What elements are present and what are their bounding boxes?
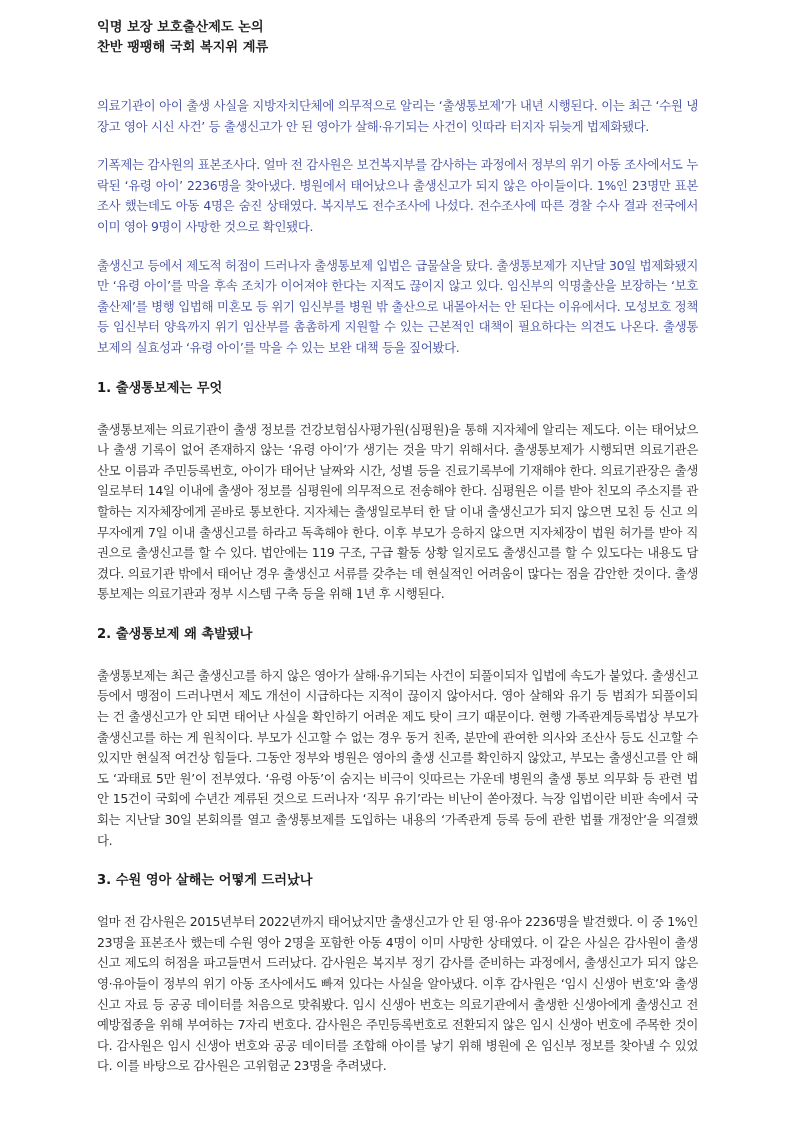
intro-paragraph-2: 기폭제는 감사원의 표본조사다. 얼마 전 감사원은 보건복지부를 감사하는 과정에서 정부의 위기 아동 조사에서도 누락된 ‘유령 아이’ 2236명을 찾아냈다. 병원에서 태어났으나 출생신고가 되지 않은 아이들이다. 1%인 23명만 표본조사 했는데도 아동 4명은 숨진 상태였다. 복지부도 전수조사에 나섰다. 전수조사에 따른 경찰 수사 결과 전국에서 이미 영아 9명이 사망한 것으로 확인됐다. [97, 157, 698, 234]
section-heading-3: 3. 수원 영아 살해는 어떻게 드러났나 [97, 873, 313, 889]
section-heading-2: 2. 출생통보제 왜 촉발됐나 [97, 626, 253, 642]
intro-paragraph-1: 의료기관이 아이 출생 사실을 지방자치단체에 의무적으로 알리는 ‘출생통보제’가 내년 시행된다. 이는 최근 ‘수원 냉장고 영아 시신 사건’ 등 출생신고가 안 된 영아가 살해·유기되는 사건이 잇따라 터지자 뒤늦게 법제화됐다. [97, 98, 698, 134]
section-body-2: 출생통보제는 최근 출생신고를 하지 않은 영아가 살해·유기되는 사건이 되풀이되자 입법에 속도가 붙었다. 출생신고 등에서 맹점이 드러나면서 제도 개선이 시급하다는 지적이 끊이지 않아서다. 영아 살해와 유기 등 범죄가 되풀이되는 건 출생신고가 안 되면 태어난 사실을 확인하기 어려운 제도 탓이 크기 때문이다. 현행 가족관계등록법상 부모가 출생신고를 하는 게 원칙이다. 부모가 신고할 수 없는 경우 동거 친족, 분만에 관여한 의사와 조산사 등도 신고할 수 있지만 현실적 여건상 힘들다. 그동안 정부와 병원은 영아의 출생 신고를 확인하지 않았고, 부모는 출생신고를 안 해도 ‘과태료 5만 원’이 전부였다. ‘유령 아동’이 숨지는 비극이 잇따르는 가운데 병원의 출생 통보 의무화 등 관련 법안 15건이 국회에 수년간 계류된 것으로 드러나자 ‘직무 유기’라는 비난이 쏟아졌다. 늑장 입법이란 비판 속에서 국회는 지난달 30일 본회의를 열고 출생통보제를 도입하는 내용의 ‘가족관계 등록 등에 관한 법률 개정안’을 의결했다. [97, 667, 698, 848]
section-body-1: 출생통보제는 의료기관이 출생 정보를 건강보험심사평가원(심평원)을 통해 지자체에 알리는 제도다. 이는 태어났으나 출생 기록이 없어 존재하지 않는 ‘유령 아이’가 생기는 것을 막기 위해서다. 출생통보제가 시행되면 의료기관은 산모 이름과 주민등록번호, 아이가 태어난 날짜와 시간, 성별 등을 진료기록부에 기재해야 한다. 의료기관장은 출생일로부터 14일 이내에 출생아 정보를 심평원에 의무적으로 전송해야 한다. 심평원은 이를 받아 친모의 주소지를 관할하는 지자체장에게 곧바로 통보한다. 지자체는 출생일로부터 한 달 이내 출생신고가 되지 않으면 모친 등 신고 의무자에게 7일 이내 출생신고를 하라고 독촉해야 한다. 이후 부모가 응하지 않으면 지자체장이 법원 허가를 받아 직권으로 출생신고를 할 수 있다. 법안에는 119 구조, 구급 활동 상황 일지로도 출생신고를 할 수 있도다는 내용도 담겼다. 의료기관 밖에서 태어난 경우 출생신고 서류를 갖추는 데 현실적인 어려움이 많다는 점을 감안한 것이다. 출생통보제는 의료기관과 정부 시스템 구축 등을 위해 1년 후 시행된다. [97, 421, 698, 602]
article [97, 18, 698, 1077]
article-title-line2: 찬반 팽팽해 국회 복지위 계류 [97, 40, 269, 55]
section-body-3: 얼마 전 감사원은 2015년부터 2022년까지 태어났지만 출생신고가 안 된 영·유아 2236명을 발견했다. 이 중 1%인 23명을 표본조사 했는데 수원 영아 2명을 포함한 아동 4명이 이미 사망한 상태였다. 이 같은 사실은 감사원이 출생신고 제도의 허점을 파고들면서 드러났다. 감사원은 복지부 정기 감사를 준비하는 과정에서, 출생신고가 되지 않은 영·유아들이 정부의 위기 아동 조사에서도 빠져 있다는 사실을 알아냈다. 이후 감사원은 ‘임시 신생아 번호’와 출생신고 자료 등 공공 데이터를 처음으로 맞춰봤다. 임시 신생아 번호는 의료기관에서 출생한 신생아에게 출생신고 전 예방접종을 위해 부여하는 7자리 번호다. 감사원은 주민등록번호로 전환되지 않은 임시 신생아 번호에 주목한 것이다. 감사원은 임시 신생아 번호와 공공 데이터를 조합해 아이를 낳기 위해 병원에 온 임신부 정보를 찾아낼 수 있었다. 이를 바탕으로 감사원은 고위험군 23명을 추려냈다. [97, 914, 698, 1074]
section-heading-1: 1. 출생통보제는 무엇 [97, 380, 223, 396]
article-title-line1: 익명 보장 보호출산제도 논의 [97, 20, 264, 35]
intro-paragraph-3: 출생신고 등에서 제도적 허점이 드러나자 출생통보제 입법은 급물살을 탔다. 출생통보제가 지난달 30일 법제화됐지만 ‘유령 아이’를 막을 후속 조치가 이어져야 한다는 지적도 끊이지 않고 있다. 임신부의 익명출산을 보장하는 ‘보호출산제’를 병행 입법해 미혼모 등 위기 임신부를 병원 밖 출산으로 내몰아서는 안 된다는 이유에서다. 모성보호 정책 등 임신부터 양육까지 위기 임산부를 촘촘하게 지원할 수 있는 근본적인 대책이 필요하다는 의견도 나온다. 출생통보제의 실효성과 ‘유령 아이’를 막을 수 있는 보완 대책 등을 짚어봤다. [97, 257, 698, 355]
